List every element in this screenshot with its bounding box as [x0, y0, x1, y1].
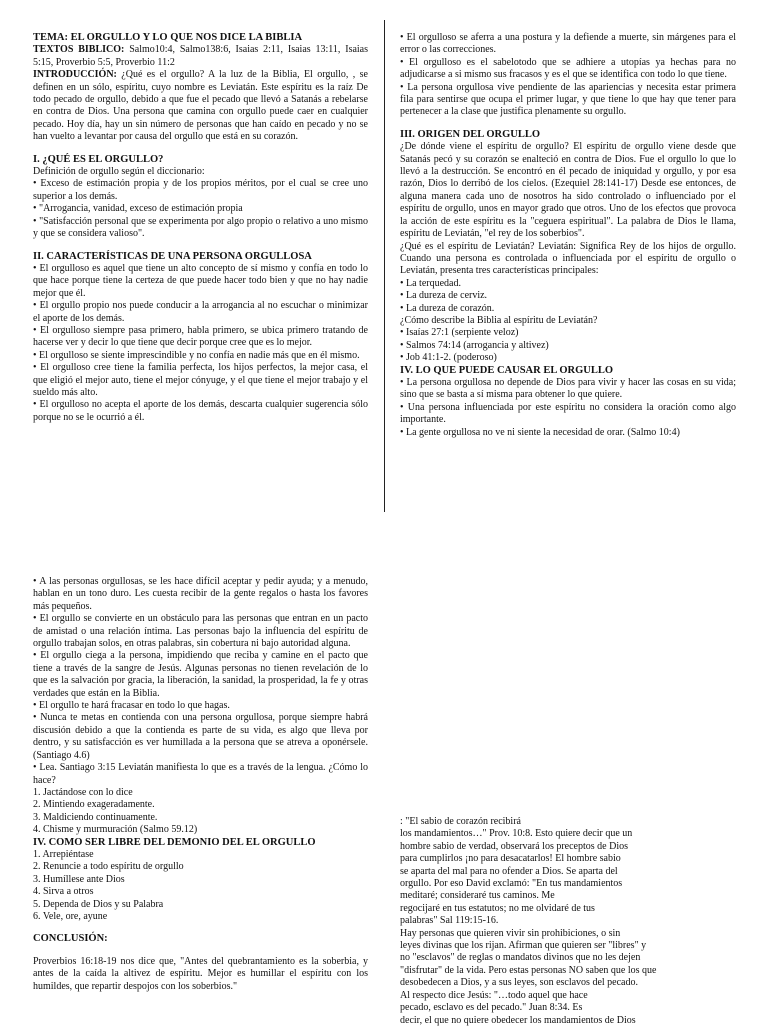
- list-item: • La terquedad.: [400, 277, 461, 289]
- text-line: decir, el que no quiere obedecer los mandamientos de Dios: [400, 1014, 636, 1026]
- list-item: • Salmos 74:14 (arrogancia y altivez): [400, 339, 549, 351]
- text-line: pecado, esclavo es del pecado." Juan 8:34. Es: [400, 1002, 583, 1014]
- text-line: leyes divinas que los rijan. Afirman que quieren ser "libres" y: [400, 940, 647, 952]
- list-item: • La persona orgullosa no depende de Dios para vivir y hacer las cosas en su vida; sino que se basta a sí misma para obtener lo que quiere.: [400, 376, 736, 401]
- section-3-paragraph: ¿Qué es el espíritu de Leviatán? Leviatán: Significa Rey de los hijos de orgullo. Cuando una persona es controlada o influenciada por el espíritu de orgullo o Leviatán, presenta tres características principales:: [400, 240, 736, 277]
- list-item: 4. Sirva a otros: [33, 886, 94, 898]
- list-item: • El orgulloso cree tiene la familia perfecta, los hijos perfectos, la mejor casa, el que eligió el mejor auto, tiene el mejor cónyuge, y el que tiene el mejor trabajo y el sueldo más alto.: [33, 362, 368, 398]
- list-item: • A las personas orgullosas, se les hace difícil aceptar y pedir ayuda; y a menudo, hablan en un tono duro. Les cuesta recibir de la gente regalos o hasta los favores más pequeños.: [33, 576, 368, 612]
- text-line: "disfrutar" de la vida. Pero estas personas NO saben que los que: [400, 964, 657, 976]
- list-item: 6. Vele, ore, ayune: [33, 910, 108, 922]
- column-divider: [384, 20, 385, 512]
- list-item: • Nunca te metas en contienda con una persona orgullosa, porque siempre habrá discusión debido a que la contienda es parte de su vida, es algo que lleva por dentro, y su satisfacción es ver humillada a la persona que se atreva a oponérsele. (Santiago 4.6): [33, 712, 368, 761]
- text-line: regocijaré en tus estatutos; no me olvidaré de tus: [400, 902, 595, 914]
- list-item: 1. Arrepiéntase: [33, 848, 94, 860]
- list-item: • El orgulloso se aferra a una postura y la defiende a muerte, sin márgenes para el error o las correcciones.: [400, 32, 736, 56]
- column-top-left: [33, 32, 368, 424]
- list-item: • La dureza de cerviz.: [400, 290, 488, 302]
- section-3-title: III. ORIGEN DEL ORGULLO: [400, 128, 541, 140]
- list-item: • Lea. Santiago 3:15 Leviatán manifiesta lo que es a través de la lengua. ¿Cómo lo hace?: [33, 762, 368, 786]
- intro-text: ¿Qué es el orgullo? A la luz de la Biblia, El orgullo, , se definen en un sólo, espíritu, cuyo nombre es Leviatán. Este espíritu es la raíz De todo pecado de orgullo, debido a que fue el pecado que llevó a Satanás a rebelarse en contra de Dios. Una persona que camina con orgullo puede caer en cualquier pecado. Hoy día, hay un sin número de personas que han caído en pecado y no se han vuelto a levantar por causa del orgullo que está en su corazón.: [33, 69, 368, 143]
- list-item: • El orgulloso es el sabelotodo que se adhiere a utopías ya hechas para no adjudicarse a si mismo sus fracasos y es el que se identifica con todo lo que tiene.: [400, 56, 736, 81]
- list-item: 2. Renuncie a todo espíritu de orgullo: [33, 861, 184, 873]
- list-item: 2. Mintiendo exageradamente.: [33, 799, 155, 811]
- list-item: • Isaías 27:1 (serpiente veloz): [400, 327, 519, 339]
- list-item: 5. Dependa de Dios y su Palabra: [33, 898, 164, 910]
- textos-paragraph: [33, 44, 368, 69]
- column-top-right: [400, 32, 736, 439]
- intro-label: INTRODUCCIÓN:: [33, 69, 117, 81]
- list-item: • El orgulloso no acepta el aporte de los demás, descarta cualquier sugerencia sólo porque no se le ocurrió a él.: [33, 399, 368, 423]
- text-line: para cumplirlos ¡no para desacatarlos! El hombre sabio: [400, 853, 621, 865]
- section-2-title: II. CARACTERÍSTICAS DE UNA PERSONA ORGULLOSA: [33, 250, 312, 262]
- text-line: orgullo. Por eso David exclamó: "En tus mandamientos: [400, 878, 623, 890]
- list-item: • El orgulloso se siente imprescindible y no confía en nadie más que en él mismo.: [33, 349, 360, 361]
- list-item: • La gente orgullosa no ve ni siente la necesidad de orar. (Salmo 10:4): [400, 426, 680, 438]
- list-item: • La dureza de corazón.: [400, 302, 495, 314]
- column-bottom-right: [400, 816, 740, 1027]
- list-item: • La persona orgullosa vive pendiente de las apariencias y necesita estar primera fila para sentirse que ocupa el primer lugar, y que tiene lo que hay que tener para pertenecer a la clase que justifica plenamente su orgullo.: [400, 81, 736, 118]
- list-item: 1. Jactándose con lo dice: [33, 786, 133, 798]
- section-1-title: I. ¿QUÉ ES EL ORGULLO?: [33, 153, 164, 165]
- text-line: Al respecto dice Jesús: "…todo aquel que hace: [400, 989, 588, 1001]
- section-4b-title: IV. COMO SER LIBRE DEL DEMONIO DEL EL ORGULLO: [33, 836, 316, 848]
- list-item: 3. Humíllese ante Dios: [33, 873, 125, 885]
- textos-label: TEXTOS BIBLICO:: [33, 44, 125, 56]
- text-line: Hay personas que quieren vivir sin prohibiciones, o sin: [400, 927, 621, 939]
- list-item: • Exceso de estimación propia y de los propios méritos, por el cual se cree uno superior a los demás.: [33, 178, 368, 202]
- list-item: 3. Maldiciendo continuamente.: [33, 811, 158, 823]
- list-item: • El orgullo ciega a la persona, impidiendo que reciba y camine en el pacto que tiene a través de la sangre de Jesús. Algunas personas no tienen revelación de lo que es la salvación por gracia, la liberación, la sanidad, la prosperidad, la fe y otras verdades que están en la Biblia.: [33, 650, 368, 699]
- list-item: • El orgulloso es aquel que tiene un alto concepto de sí mismo y confía en todo lo que hace porque tiene la certeza de que puede hacer todo bien y que no hay nadie mejor que él.: [33, 262, 368, 299]
- text-line: meditaré; consideraré tus caminos. Me: [400, 890, 555, 902]
- column-bottom-left: [33, 576, 368, 993]
- text-line: se aparta del mal para no ofender a Dios. Se aparta del: [400, 865, 618, 877]
- section-1-definition: Definición de orgullo según el diccionario:: [33, 166, 205, 178]
- list-item: • "Arrogancia, vanidad, exceso de estimación propia: [33, 203, 243, 215]
- conclusion-text: Proverbios 16:18-19 nos dice que, "Antes del quebrantamiento es la soberbia, y antes de la caída la altivez de espíritu. Mejor es humillar el espíritu con los humildes, que repartir despojos con los soberbios.": [33, 955, 368, 992]
- list-item: • El orgulloso siempre pasa primero, habla primero, se ubica primero tratando de hacerse ver y decir lo que tiene que decir porque cree que es lo mejor.: [33, 324, 368, 349]
- list-item: • El orgullo propio nos puede conducir a la arrogancia al no escuchar o minimizar el aporte de los demás.: [33, 300, 368, 324]
- section-3-question: ¿Cómo describe la Biblia al espíritu de Leviatán?: [400, 314, 598, 326]
- section-3-paragraph: ¿De dónde viene el espíritu de orgullo? El espíritu de orgullo viene desde que Satanás pecó y su corazón se enalteció en contra de Dios. Fue el orgullo lo que lo llevó a la destrucción. Se encontró en él pecado de iniquidad y orgullo, y por esa razón, Dios lo derribó de los cielos. (Ezequiel 28:141-17) Desde ese entonces, de alguna manera cada uno de nosotros ha sido controlado o influenciado por el espíritu de orgullo, unos en mayor grado que otros. Uno de los efectos que provoca la acción de este espíritu es la "ceguera espiritual". La palabra de Dios le llama, espíritu de Leviatán, "el rey de los soberbios".: [400, 141, 736, 240]
- list-item: • El orgullo te hará fracasar en todo lo que hagas.: [33, 700, 230, 712]
- text-line: desobedecen a Dios, y a sus leyes, son esclavos del pecado.: [400, 977, 638, 989]
- conclusion-title: CONCLUSIÓN:: [33, 933, 108, 945]
- list-item: • "Satisfacción personal que se experimenta por algo propio o relativo a uno mismo y que se considera valioso".: [33, 215, 368, 240]
- list-item: 4. Chisme y murmuración (Salmo 59.12): [33, 824, 198, 836]
- text-line: hombre sabio de verdad, observará los preceptos de Dios: [400, 840, 628, 852]
- text-line: palabras" Sal 119:15-16.: [400, 915, 499, 927]
- tema-title: TEMA: EL ORGULLO Y LO QUE NOS DICE LA BIBLIA: [33, 32, 303, 43]
- list-item: • El orgullo se convierte en un obstáculo para las personas que entran en un pacto de amistad o una relación íntima. Las personas bajo la influencia del espíritu de orgullo trabajan solos, en otras palabras, sin cobertura ni bajo autoridad alguna.: [33, 613, 368, 650]
- text-line: los mandamientos…" Prov. 10:8. Esto quiere decir que un: [400, 828, 633, 840]
- list-item: • Una persona influenciada por este espíritu no considera la oración como algo importante.: [400, 401, 736, 426]
- intro-paragraph: [33, 69, 368, 143]
- text-line: no "esclavos" de reglas o mandatos divinos que no les dejen: [400, 952, 641, 964]
- list-item: • Job 41:1-2. (poderoso): [400, 352, 497, 364]
- textos-refs: Salmo10:4, Salmo138:6, Isaias 2:11, Isaias 13:11, Isaias 5:15, Proverbio 5:5, Proverbio 11:2: [33, 44, 369, 68]
- section-4-title: IV. LO QUE PUEDE CAUSAR EL ORGULLO: [400, 364, 614, 376]
- text-line: : "El sabio de corazón recibirá: [400, 816, 521, 827]
